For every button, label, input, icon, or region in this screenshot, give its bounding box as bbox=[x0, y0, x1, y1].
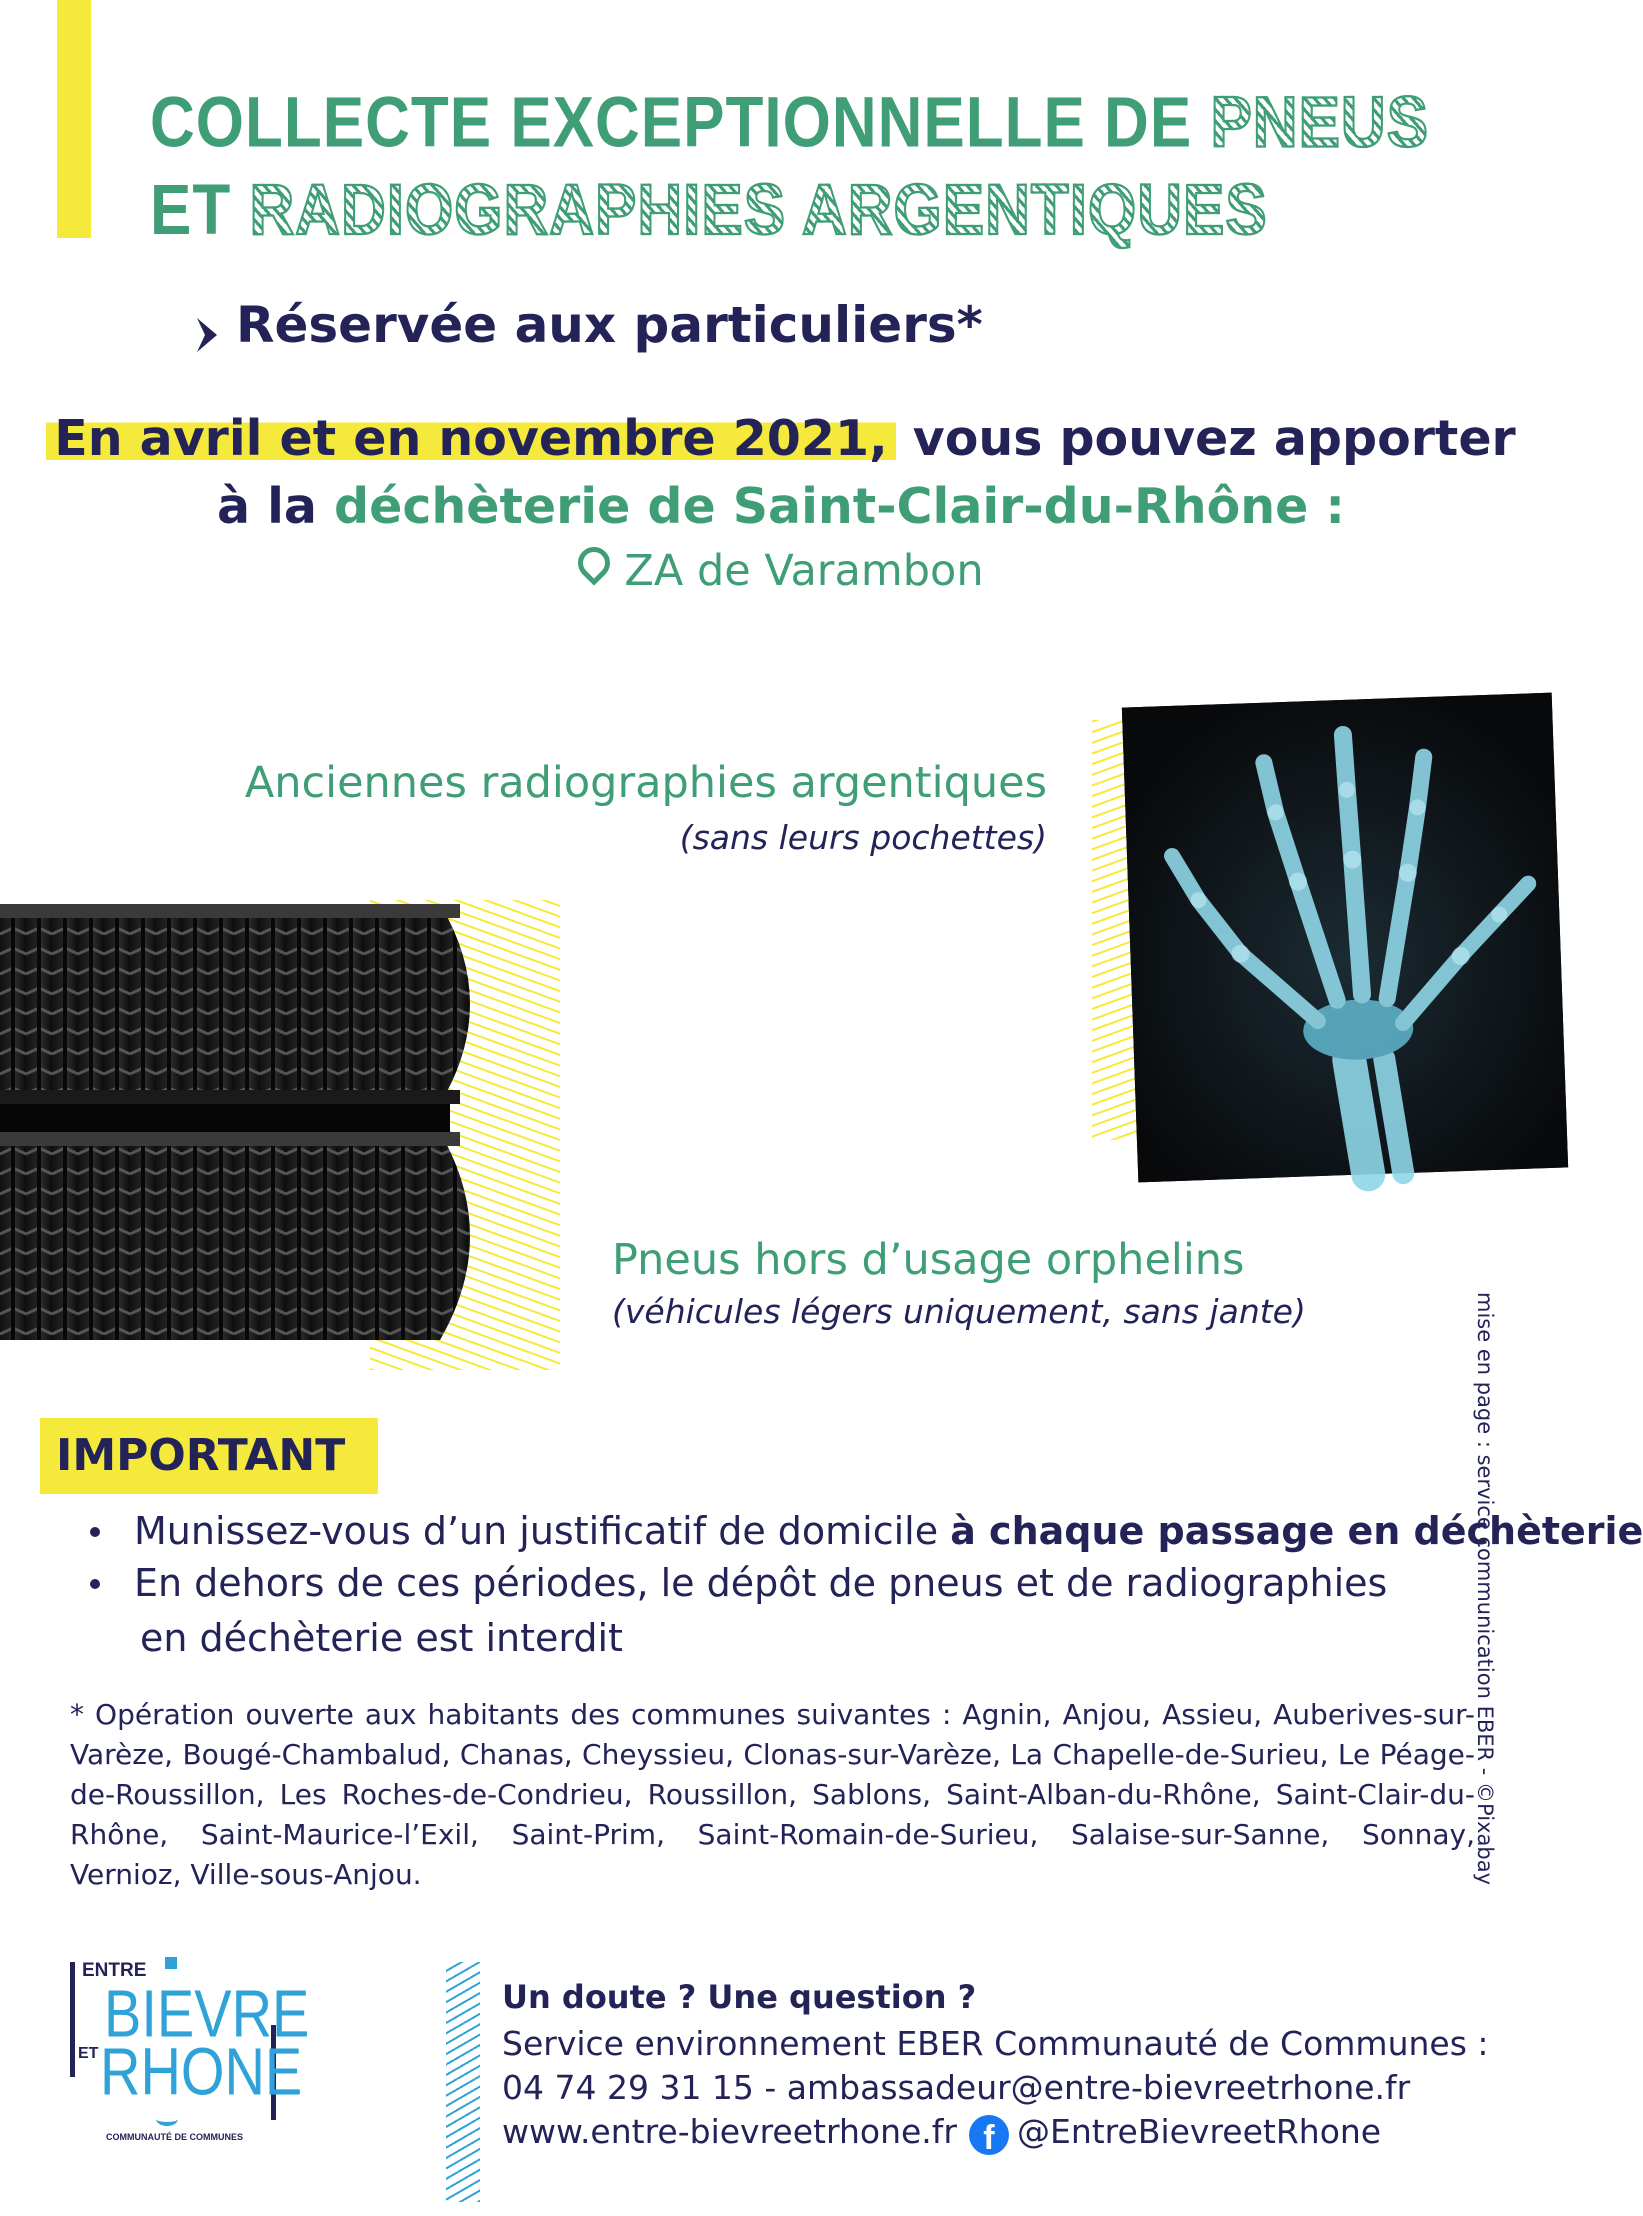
logo-entre: ENTRE bbox=[82, 1960, 147, 1981]
website-link[interactable]: www.entre-bievreetrhone.fr bbox=[502, 2112, 957, 2151]
contact-title: Un doute ? Une question ? bbox=[502, 1978, 977, 2016]
important-label: IMPORTANT bbox=[56, 1430, 346, 1481]
facebook-handle[interactable]: @EntreBievreetRhone bbox=[1016, 2112, 1382, 2151]
pneus-title: Pneus hors d’usage orphelins bbox=[612, 1235, 1245, 1285]
intro-rest: vous pouvez apporter bbox=[895, 410, 1516, 467]
facebook-icon: f bbox=[969, 2115, 1009, 2155]
tires-image bbox=[0, 904, 500, 1340]
intro-line1 bbox=[0, 410, 1562, 467]
title-line1-solid: COLLECTE EXCEPTIONNELLE DE bbox=[150, 83, 1193, 163]
logo-bievre: BIEVRE bbox=[104, 1975, 310, 2051]
pneus-subtitle: (véhicules légers uniquement, sans jante) bbox=[612, 1292, 1306, 1331]
address: ZA de Varambon bbox=[0, 546, 1562, 596]
bullet-icon bbox=[90, 1527, 100, 1537]
intro-highlight: En avril et en novembre 2021, bbox=[46, 410, 895, 467]
contact-service: Service environnement EBER Communauté de Communes : bbox=[502, 2024, 1489, 2063]
list-item-continuation: en déchèterie est interdit bbox=[140, 1616, 623, 1660]
logo-wave bbox=[156, 2112, 178, 2126]
credit-vertical: mise en page : service communication EBER - ©Pixabay bbox=[1473, 1292, 1497, 1886]
logo-bar-left bbox=[70, 1962, 75, 2077]
bullet-icon bbox=[90, 1579, 100, 1589]
footnote: * Opération ouverte aux habitants des communes suivantes : Agnin, Anjou, Assieu, Auberives-sur-Varèze, Bougé-Chambalud, Chanas, Cheyssieu, Clonas-sur-Varèze, La Chapelle-de-Surieu, Le Péage-de-Roussillon, Les Roches-de-Condrieu, Roussillon, Sablons, Saint-Alban-du-Rhône, Saint-Clair-du-Rhône, Saint-Maurice-l’Exil, Saint-Prim, Saint-Romain-de-Surieu, Salaise-sur-Sanne, Sonnay, Vernioz, Ville-sous-Anjou. bbox=[70, 1698, 1475, 1891]
map-pin-icon bbox=[572, 540, 617, 585]
logo-et: ET bbox=[78, 2045, 99, 2062]
logo-cc: COMMUNAUTÉ DE COMMUNES bbox=[106, 2132, 243, 2142]
title-line2-hatched: RADIOGRAPHIES ARGENTIQUES bbox=[249, 170, 1268, 251]
title-line1-hatched: PNEUS bbox=[1210, 83, 1430, 163]
accent-bar bbox=[57, 0, 91, 238]
radiographies-subtitle: (sans leurs pochettes) bbox=[679, 818, 1047, 857]
radiographies-title: Anciennes radiographies argentiques bbox=[244, 758, 1047, 808]
intro-place: déchèterie de Saint-Clair-du-Rhône : bbox=[334, 478, 1346, 535]
page-title bbox=[150, 80, 1429, 255]
contact-phone-email[interactable]: 04 74 29 31 15 - ambassadeur@entre-bievreetrhone.fr bbox=[502, 2068, 1411, 2107]
logo-rhone: RHONE bbox=[100, 2033, 303, 2109]
bullet1-bold: à chaque passage en déchèterie bbox=[950, 1509, 1643, 1553]
subtitle: Réservée aux particuliers* bbox=[236, 296, 983, 354]
xray-hand-image bbox=[1122, 693, 1568, 1183]
contact-hatch bbox=[446, 1962, 480, 2202]
title-line2-solid: ET bbox=[150, 170, 232, 251]
contact-links bbox=[502, 2112, 1381, 2155]
intro-line2: à la déchèterie de Saint-Clair-du-Rhône : bbox=[216, 478, 1346, 535]
logo-accent bbox=[165, 1957, 177, 1969]
